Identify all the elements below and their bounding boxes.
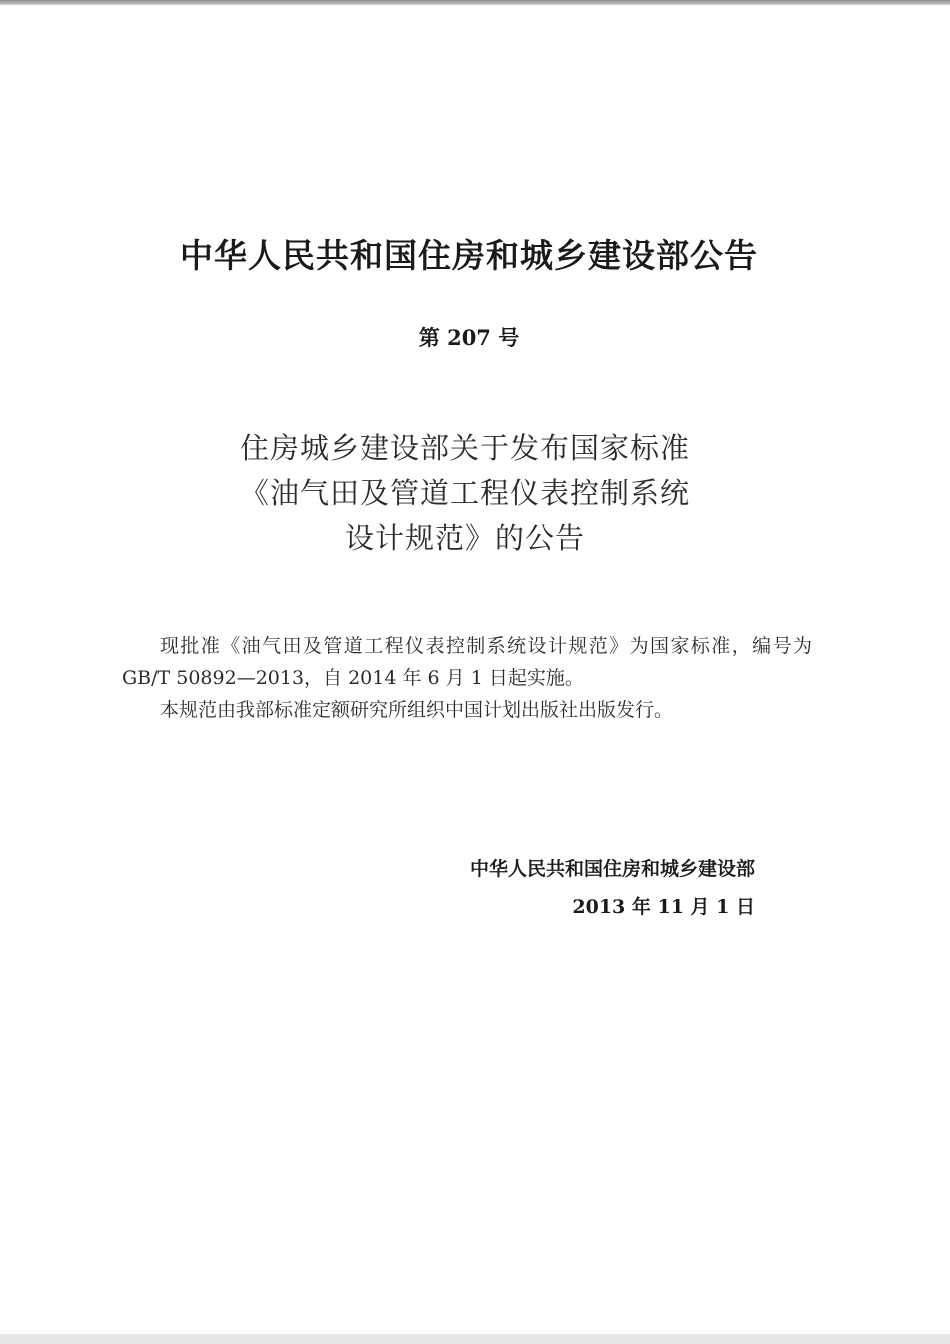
bottom-edge-band <box>0 1334 950 1344</box>
issuer-heading: 中华人民共和国住房和城乡建设部公告 <box>180 236 758 275</box>
signatory-name: 中华人民共和国住房和城乡建设部 <box>469 858 755 880</box>
announcement-title-line: 住房城乡建设部关于发布国家标准 <box>239 431 690 465</box>
announcement-title-line: 设计规范》的公告 <box>344 521 585 555</box>
announcement-title <box>0 426 930 561</box>
body-paragraph: 现批准《油气田及管道工程仪表控制系统设计规范》为国家标准，编号为 GB/T 50892—2013，自 2014 年 6 月 1 日起实施。 <box>122 635 812 689</box>
announcement-title-line: 《油气田及管道工程仪表控制系统 <box>239 476 690 510</box>
announcement-body <box>122 630 812 726</box>
announcement-number: 第 207 号 <box>418 325 520 350</box>
signature-date: 2013 年 11 月 1 日 <box>572 896 755 918</box>
signature-block <box>0 850 755 926</box>
body-paragraph: 本规范由我部标准定额研究所组织中国计划出版社出版发行。 <box>160 699 674 721</box>
